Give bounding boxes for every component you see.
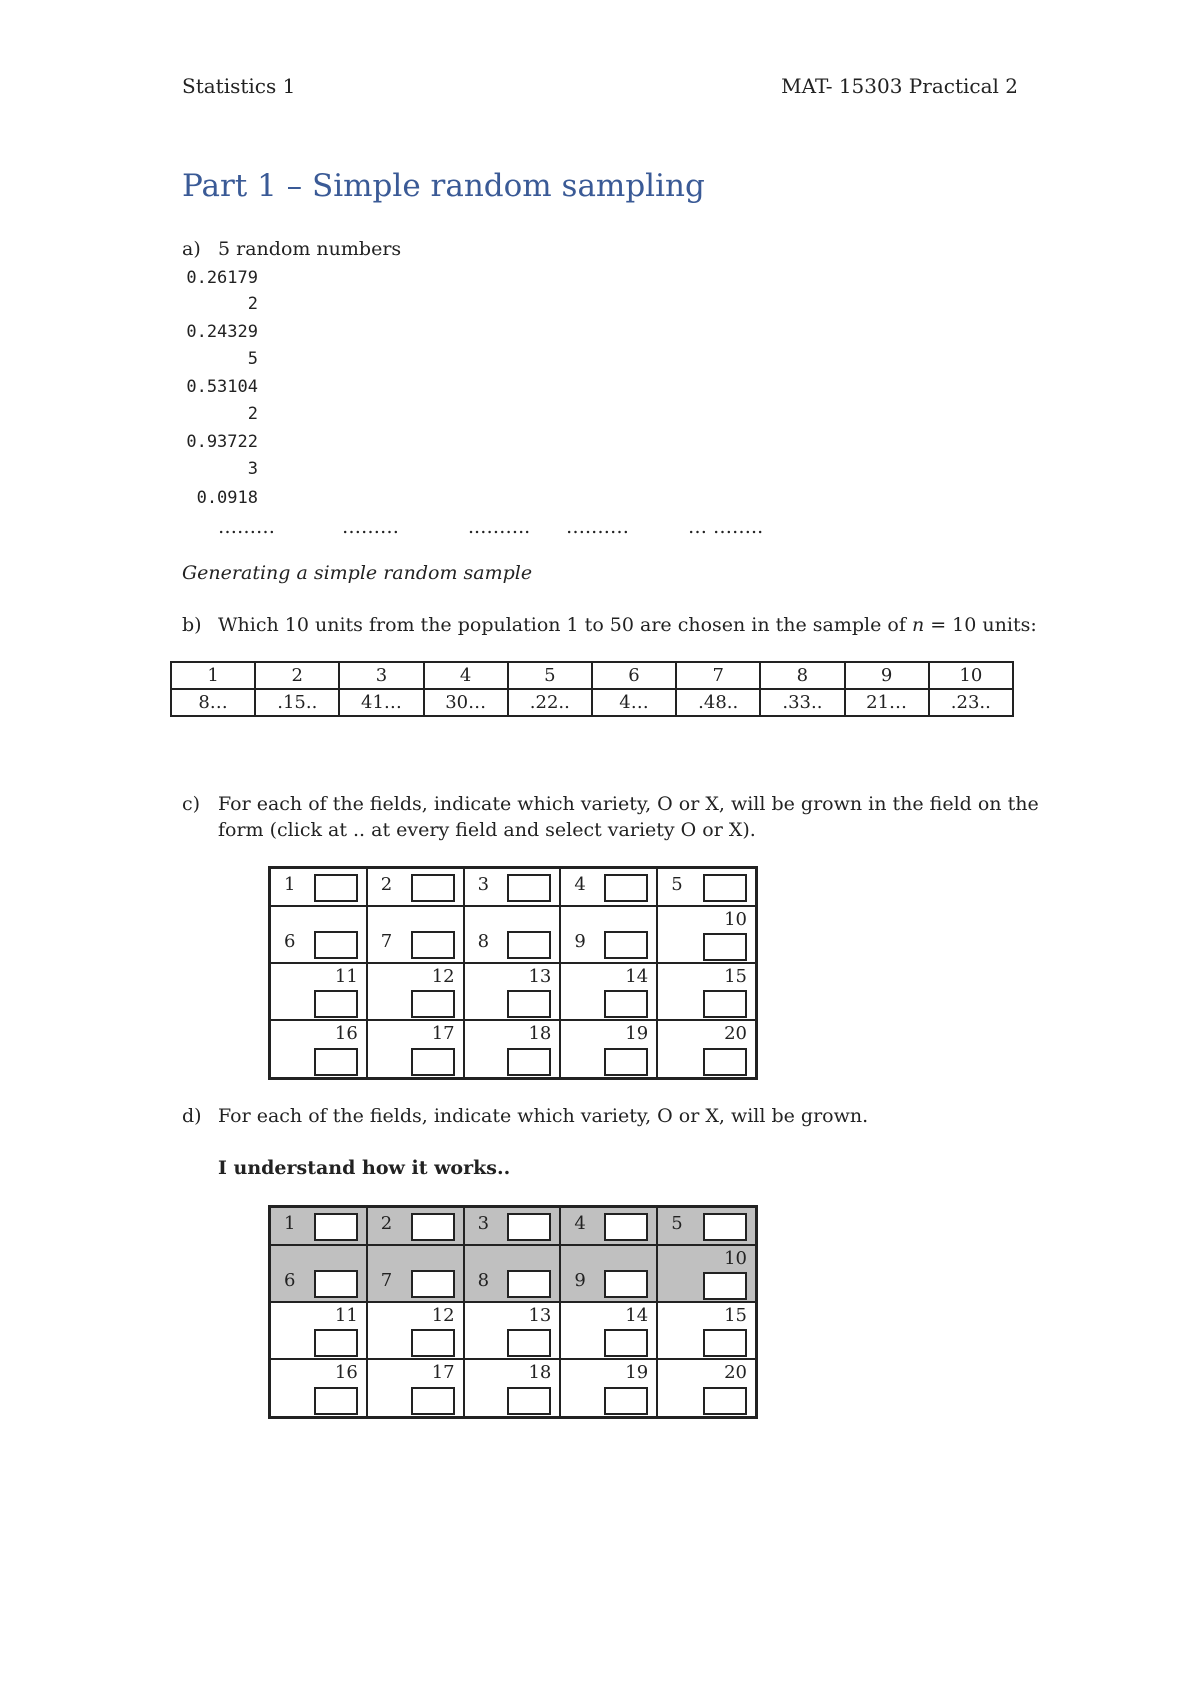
field-number: 4 bbox=[574, 1213, 586, 1234]
variety-select-box[interactable] bbox=[507, 1387, 551, 1415]
field-cell bbox=[271, 1208, 368, 1246]
table-header-cell: 6 bbox=[592, 662, 676, 689]
field-cell bbox=[658, 964, 755, 1021]
field-cell bbox=[465, 1208, 562, 1246]
field-cell bbox=[271, 1360, 368, 1416]
variety-select-box[interactable] bbox=[411, 874, 455, 902]
sample-field[interactable]: 30… bbox=[424, 689, 508, 716]
page-title: Part 1 – Simple random sampling bbox=[182, 168, 705, 204]
sample-field[interactable]: 21… bbox=[845, 689, 929, 716]
field-number: 5 bbox=[671, 874, 683, 895]
field-cell bbox=[465, 964, 562, 1021]
field-cell bbox=[658, 1208, 755, 1246]
table-header-cell: 8 bbox=[760, 662, 844, 689]
variety-select-box[interactable] bbox=[507, 874, 551, 902]
field-number: 15 bbox=[724, 1305, 747, 1326]
field-cell bbox=[368, 1208, 465, 1246]
table-header-cell: 3 bbox=[339, 662, 423, 689]
field-cell bbox=[658, 1303, 755, 1360]
field-number: 16 bbox=[334, 1023, 358, 1044]
field-cell bbox=[658, 869, 755, 907]
field-grid-d bbox=[268, 1205, 758, 1419]
table-header-cell: 9 bbox=[845, 662, 929, 689]
variety-select-box[interactable] bbox=[411, 1329, 455, 1357]
field-number: 8 bbox=[477, 1270, 490, 1291]
variety-select-box[interactable] bbox=[507, 1329, 551, 1357]
variety-select-box[interactable] bbox=[604, 1270, 648, 1298]
sample-field[interactable]: 4… bbox=[592, 689, 676, 716]
variety-select-box[interactable] bbox=[314, 1329, 358, 1357]
field-cell bbox=[368, 869, 465, 907]
random-number: 5 bbox=[247, 349, 258, 369]
variety-select-box[interactable] bbox=[314, 1270, 358, 1298]
field-number: 15 bbox=[724, 966, 747, 987]
field-grid-c bbox=[268, 866, 758, 1080]
field-cell bbox=[561, 907, 658, 964]
field-cell bbox=[561, 1246, 658, 1303]
variety-select-box[interactable] bbox=[604, 1213, 648, 1241]
field-cell bbox=[658, 1246, 755, 1303]
field-number: 11 bbox=[334, 966, 358, 987]
variety-select-box[interactable] bbox=[411, 990, 455, 1018]
field-number: 7 bbox=[380, 931, 393, 952]
field-number: 16 bbox=[334, 1362, 358, 1383]
variety-select-box[interactable] bbox=[604, 874, 648, 902]
field-number: 1 bbox=[284, 1213, 296, 1234]
dot-field[interactable]: ……… bbox=[342, 516, 399, 538]
header-left: Statistics 1 bbox=[182, 74, 296, 98]
subheading: Generating a simple random sample bbox=[182, 562, 533, 584]
field-cell bbox=[658, 1360, 755, 1416]
part-c-label: c) bbox=[182, 793, 201, 815]
random-number: 2 bbox=[247, 404, 258, 424]
variety-select-box[interactable] bbox=[703, 1048, 747, 1076]
field-number: 2 bbox=[380, 874, 393, 895]
field-number: 19 bbox=[625, 1023, 649, 1044]
variety-select-box[interactable] bbox=[703, 990, 747, 1018]
field-cell bbox=[561, 869, 658, 907]
field-cell bbox=[271, 1303, 368, 1360]
field-number: 14 bbox=[625, 1305, 649, 1326]
table-header-cell: 2 bbox=[255, 662, 339, 689]
field-number: 13 bbox=[528, 1305, 552, 1326]
part-c-text: form (click at .. at every field and select variety O or X). bbox=[218, 819, 756, 841]
table-row bbox=[171, 689, 1013, 716]
field-number: 6 bbox=[284, 931, 296, 952]
field-cell bbox=[465, 907, 562, 964]
header-right: MAT- 15303 Practical 2 bbox=[781, 74, 1018, 98]
variety-select-box[interactable] bbox=[604, 990, 648, 1018]
random-number: 0.0918 bbox=[196, 488, 258, 508]
variety-select-box[interactable] bbox=[604, 1329, 648, 1357]
table-header-row bbox=[171, 662, 1013, 689]
variety-select-box[interactable] bbox=[507, 1048, 551, 1076]
variety-select-box[interactable] bbox=[604, 1387, 648, 1415]
field-cell bbox=[658, 907, 755, 964]
part-a-label: a) bbox=[182, 238, 201, 260]
field-cell bbox=[368, 1021, 465, 1077]
sample-field[interactable]: 41… bbox=[339, 689, 423, 716]
field-cell bbox=[271, 907, 368, 964]
part-d-label: d) bbox=[182, 1105, 202, 1127]
part-d-text: For each of the fields, indicate which variety, O or X, will be grown. bbox=[218, 1105, 869, 1127]
field-cell bbox=[368, 907, 465, 964]
field-number: 13 bbox=[528, 966, 552, 987]
random-number: 0.24329 bbox=[186, 322, 258, 342]
field-number: 17 bbox=[431, 1023, 455, 1044]
dot-field[interactable]: ……… bbox=[218, 516, 275, 538]
variety-select-box[interactable] bbox=[507, 1270, 551, 1298]
field-number: 5 bbox=[671, 1213, 683, 1234]
field-number: 1 bbox=[284, 874, 296, 895]
random-number: 0.26179 bbox=[186, 268, 258, 288]
sample-field[interactable]: .33.. bbox=[760, 689, 844, 716]
variety-select-box[interactable] bbox=[314, 990, 358, 1018]
field-number: 20 bbox=[724, 1362, 747, 1383]
field-number: 11 bbox=[334, 1305, 358, 1326]
variety-select-box[interactable] bbox=[411, 1387, 455, 1415]
field-cell bbox=[465, 1303, 562, 1360]
variety-select-box[interactable] bbox=[411, 931, 455, 959]
variety-select-box[interactable] bbox=[703, 933, 747, 961]
field-number: 19 bbox=[625, 1362, 649, 1383]
field-number: 20 bbox=[724, 1023, 747, 1044]
variety-select-box[interactable] bbox=[314, 874, 358, 902]
field-number: 8 bbox=[477, 931, 490, 952]
variety-select-box[interactable] bbox=[507, 990, 551, 1018]
table-header-cell: 10 bbox=[929, 662, 1013, 689]
field-cell bbox=[561, 1208, 658, 1246]
dot-field[interactable]: … …….. bbox=[688, 516, 764, 538]
field-cell bbox=[465, 1021, 562, 1077]
field-cell bbox=[465, 1360, 562, 1416]
part-b-label: b) bbox=[182, 614, 202, 636]
variety-select-box[interactable] bbox=[507, 931, 551, 959]
variety-select-box[interactable] bbox=[314, 1387, 358, 1415]
variety-select-box[interactable] bbox=[507, 1213, 551, 1241]
field-number: 12 bbox=[431, 1305, 455, 1326]
field-cell bbox=[561, 1360, 658, 1416]
part-a-text: 5 random numbers bbox=[218, 238, 402, 260]
table-header-cell: 7 bbox=[676, 662, 760, 689]
variety-select-box[interactable] bbox=[703, 1329, 747, 1357]
dot-field[interactable]: ….…… bbox=[566, 516, 630, 538]
table-header-cell: 1 bbox=[171, 662, 255, 689]
understand-note: I understand how it works.. bbox=[218, 1157, 511, 1179]
variety-select-box[interactable] bbox=[604, 931, 648, 959]
field-cell bbox=[658, 1021, 755, 1077]
part-b-text: Which 10 units from the population 1 to 50 are chosen in the sample of n = 10 units: bbox=[218, 614, 1037, 636]
random-number: 3 bbox=[247, 459, 258, 479]
table-header-cell: 4 bbox=[424, 662, 508, 689]
variety-select-box[interactable] bbox=[314, 1213, 358, 1241]
random-number: 0.93722 bbox=[186, 432, 258, 452]
variety-select-box[interactable] bbox=[604, 1048, 648, 1076]
field-cell bbox=[271, 1246, 368, 1303]
field-cell bbox=[368, 1303, 465, 1360]
variety-select-box[interactable] bbox=[703, 1272, 747, 1300]
field-cell bbox=[561, 1021, 658, 1077]
table-header-cell: 5 bbox=[508, 662, 592, 689]
field-number: 7 bbox=[380, 1270, 393, 1291]
field-cell bbox=[465, 869, 562, 907]
field-cell bbox=[368, 1360, 465, 1416]
sample-field[interactable]: .22.. bbox=[508, 689, 592, 716]
field-cell bbox=[465, 1246, 562, 1303]
field-number: 2 bbox=[380, 1213, 393, 1234]
field-number: 12 bbox=[431, 966, 455, 987]
sample-field[interactable]: 8… bbox=[171, 689, 255, 716]
field-cell bbox=[271, 1021, 368, 1077]
part-c-text: For each of the fields, indicate which variety, O or X, will be grown in the field on the bbox=[218, 793, 1039, 815]
field-number: 6 bbox=[284, 1270, 296, 1291]
sample-table bbox=[170, 661, 1014, 717]
field-cell bbox=[271, 869, 368, 907]
variety-select-box[interactable] bbox=[411, 1048, 455, 1076]
variety-select-box[interactable] bbox=[703, 1387, 747, 1415]
field-number: 3 bbox=[477, 1213, 490, 1234]
sample-field[interactable]: .23.. bbox=[929, 689, 1013, 716]
field-cell bbox=[271, 964, 368, 1021]
variety-select-box[interactable] bbox=[703, 874, 747, 902]
field-number: 4 bbox=[574, 874, 586, 895]
field-cell bbox=[561, 964, 658, 1021]
field-number: 10 bbox=[724, 1248, 747, 1269]
field-number: 3 bbox=[477, 874, 490, 895]
sample-field[interactable]: .48.. bbox=[676, 689, 760, 716]
variety-select-box[interactable] bbox=[411, 1270, 455, 1298]
random-number: 0.53104 bbox=[186, 377, 258, 397]
field-number: 10 bbox=[724, 909, 747, 930]
sample-field[interactable]: .15.. bbox=[255, 689, 339, 716]
field-number: 9 bbox=[574, 1270, 586, 1291]
field-number: 18 bbox=[528, 1023, 552, 1044]
variety-select-box[interactable] bbox=[411, 1213, 455, 1241]
field-number: 9 bbox=[574, 931, 586, 952]
field-cell bbox=[561, 1303, 658, 1360]
field-cell bbox=[368, 1246, 465, 1303]
field-cell bbox=[368, 964, 465, 1021]
variety-select-box[interactable] bbox=[314, 1048, 358, 1076]
dot-field[interactable]: ..…….. bbox=[468, 516, 531, 538]
field-number: 18 bbox=[528, 1362, 552, 1383]
variety-select-box[interactable] bbox=[314, 931, 358, 959]
variety-select-box[interactable] bbox=[703, 1213, 747, 1241]
random-number: 2 bbox=[247, 294, 258, 314]
field-number: 17 bbox=[431, 1362, 455, 1383]
field-number: 14 bbox=[625, 966, 649, 987]
